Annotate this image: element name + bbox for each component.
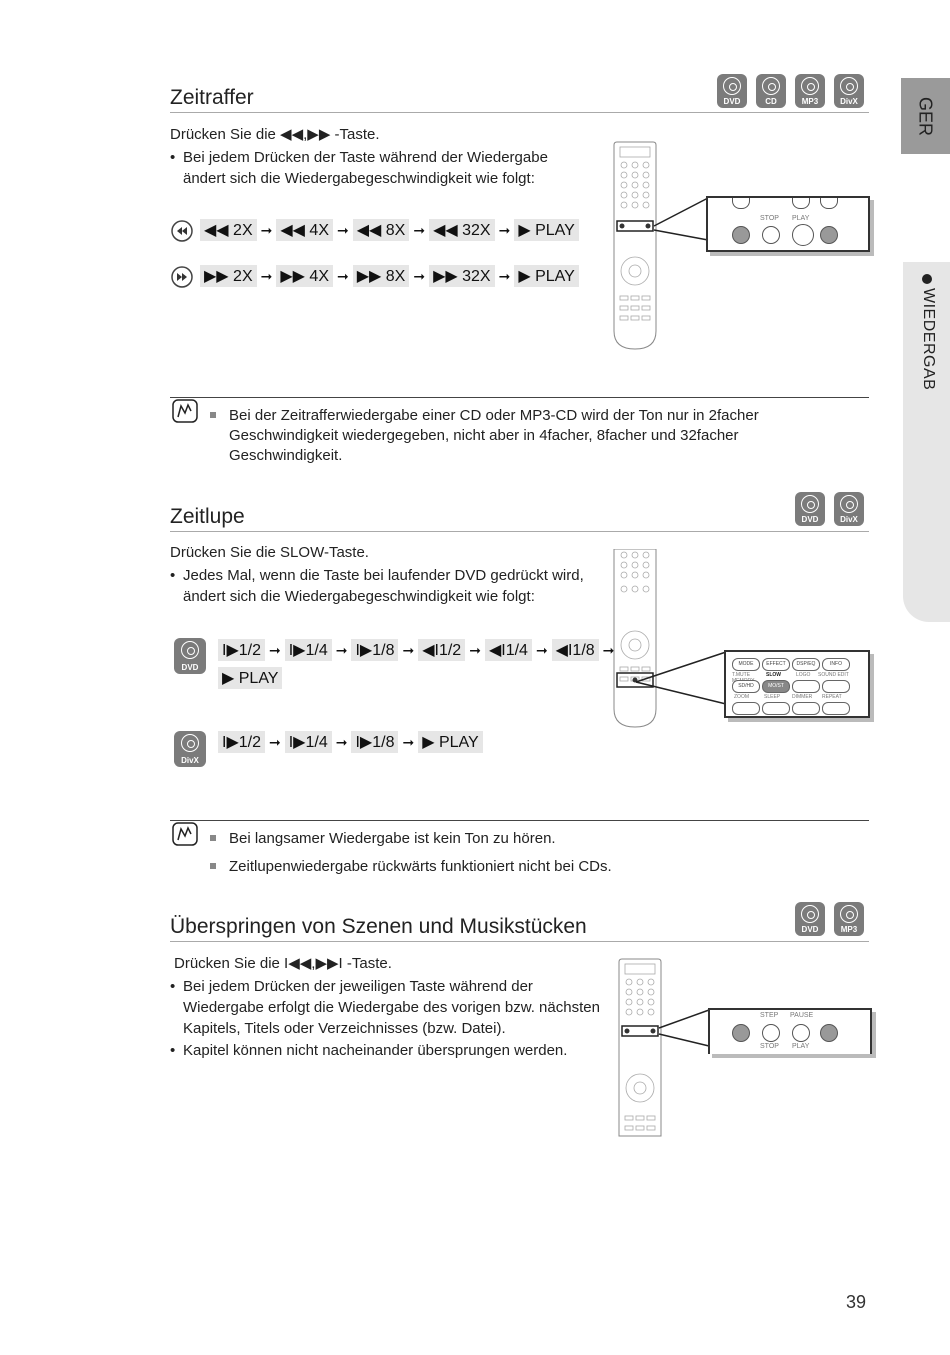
slow-step: ▶ PLAY xyxy=(418,731,482,753)
section-tab-dot xyxy=(922,274,932,284)
repeat-label: REPEAT xyxy=(822,694,842,700)
dimmer-button xyxy=(792,702,820,715)
dsp-eq-button: DSP/EQ xyxy=(792,658,820,671)
slow-step: I▶1/8 xyxy=(351,639,398,661)
ff-step: ▶▶ 8X xyxy=(353,265,410,287)
rew-step: ◀◀ 8X xyxy=(353,219,410,241)
rew-step: ◀◀ 32X xyxy=(429,219,495,241)
ueberspringen-bullet-1: • Bei jedem Drücken der jeweiligen Taste während der Wiedergabe erfolgt die Wiedergabe des vorigen bzw. nächsten Kapitels, Titels oder Verzeichnisses (bzw. Datei). xyxy=(170,978,600,1037)
ueberspringen-title: Überspringen von Szenen und Musikstücken xyxy=(170,915,587,938)
skip-back-button xyxy=(732,1024,750,1042)
dvd-disc-icon: DVD xyxy=(795,902,825,936)
slow-step: ▶ PLAY xyxy=(218,667,282,689)
slow-button: MO/ST xyxy=(762,680,790,693)
note-icon xyxy=(172,822,200,848)
zeitraffer-rule xyxy=(170,112,869,113)
zoom-panel-scan xyxy=(706,196,870,252)
zeitlupe-note-2: Zeitlupenwiedergabe rückwärts funktioniert nicht bei CDs. xyxy=(210,857,820,877)
logo-button xyxy=(792,680,820,693)
info-button: INFO xyxy=(822,658,850,671)
rew-step: ◀◀ 4X xyxy=(276,219,333,241)
ff-speed-sequence: ▶▶ 2X ➞ ▶▶ 4X ➞ ▶▶ 8X ➞ ▶▶ 32X ➞ ▶ PLAY xyxy=(200,265,579,287)
sleep-button xyxy=(762,702,790,715)
ff-step: ▶▶ 32X xyxy=(429,265,495,287)
skip-forward-button xyxy=(820,1024,838,1042)
pause-label: PAUSE xyxy=(790,1012,814,1019)
zeitlupe-rule xyxy=(170,531,869,532)
divx-disc-icon: DivX xyxy=(174,731,206,767)
tmute-label: T.MUTE xyxy=(732,672,751,678)
step-button xyxy=(762,1024,780,1042)
dimmer-label: DIMMER xyxy=(792,694,813,700)
note-icon xyxy=(172,399,200,425)
slow-step: I▶1/4 xyxy=(285,731,332,753)
language-tab xyxy=(901,78,950,154)
slow-step: I▶1/4 xyxy=(285,639,332,661)
repeat-button xyxy=(822,702,850,715)
zeitlupe-note-1: Bei langsamer Wiedergabe ist kein Ton zu hören. xyxy=(210,829,820,849)
ueberspringen-intro: Drücken Sie die I◀◀,▶▶I -Taste. xyxy=(174,955,392,972)
rewind-button xyxy=(732,226,750,244)
zoom-panel-skip xyxy=(708,1008,872,1054)
note-rule xyxy=(170,397,869,398)
dvd-slow-sequence: I▶1/2 ➞ I▶1/4 ➞ I▶1/8 ➞ ◀I1/2 ➞ ◀I1/4 ➞ ◀I1/8 ➞ xyxy=(218,639,616,661)
rewind-button-icon xyxy=(170,219,194,245)
zeitlupe-title: Zeitlupe xyxy=(170,505,245,528)
rewind-speed-sequence: ◀◀ 2X ➞ ◀◀ 4X ➞ ◀◀ 8X ➞ ◀◀ 32X ➞ ▶ PLAY xyxy=(200,219,579,241)
remote-control-illustration xyxy=(612,141,658,351)
zeitraffer-title: Zeitraffer xyxy=(170,86,254,109)
stop-label: STOP xyxy=(760,215,779,222)
cd-disc-icon: CD xyxy=(756,74,786,108)
zoom-label: ZOOM xyxy=(734,694,749,700)
sound-edit-button xyxy=(822,680,850,693)
mp3-disc-icon: MP3 xyxy=(795,74,825,108)
zeitraffer-bullet: • Bei jedem Drücken der Taste während der Wiedergabe ändert sich die Wiedergabegeschwindigkeit wie folgt: xyxy=(170,149,548,187)
stop-label: STOP xyxy=(760,1043,779,1050)
zeitraffer-note: Bei der Zeitrafferwiedergabe einer CD oder MP3-CD wird der Ton nur in 2facher Geschwindigkeit wiedergegeben, nicht aber in 4facher, 8facher und 32facher Geschwindigkeit. xyxy=(210,406,820,466)
mp3-disc-icon: MP3 xyxy=(834,902,864,936)
zoom-connector-line xyxy=(634,648,730,708)
slow-step: I▶1/2 xyxy=(218,731,265,753)
rew-step: ▶ PLAY xyxy=(514,219,578,241)
sleep-label: SLEEP xyxy=(764,694,781,700)
zeitraffer-intro: Drücken Sie die ◀◀,▶▶ -Taste. xyxy=(170,126,380,143)
dvd-disc-icon: DVD xyxy=(717,74,747,108)
section-tab xyxy=(903,262,950,622)
mode-button: MODE xyxy=(732,658,760,671)
prev-button xyxy=(732,198,750,209)
ueberspringen-rule xyxy=(170,941,869,942)
zoom-button xyxy=(732,702,760,715)
divx-disc-icon: DivX xyxy=(834,74,864,108)
divx-slow-sequence: I▶1/2 ➞ I▶1/4 ➞ I▶1/8 ➞ ▶ PLAY xyxy=(218,731,483,753)
sd-hd-button: SD/HD xyxy=(732,680,760,693)
dvd-slow-sequence-end xyxy=(218,667,282,689)
zoom-connector-line xyxy=(657,1006,713,1056)
fast-forward-button-icon xyxy=(170,265,194,291)
zoom-panel-slow xyxy=(724,650,870,718)
sound-edit-label: SOUND EDIT xyxy=(818,672,849,678)
slow-step: ◀I1/2 xyxy=(418,639,465,661)
ueberspringen-bullet-2: • Kapitel können nicht nacheinander übersprungen werden. xyxy=(170,1042,568,1059)
slow-step: ◀I1/4 xyxy=(485,639,532,661)
play-button xyxy=(792,224,814,246)
stop-button xyxy=(762,226,780,244)
language-tab-label: GER xyxy=(915,96,936,136)
effect-button: EFFECT xyxy=(762,658,790,671)
page-number: 39 xyxy=(846,1292,867,1312)
fast-forward-button xyxy=(820,226,838,244)
dvd-disc-icon: DVD xyxy=(795,492,825,526)
next-button xyxy=(820,198,838,209)
note-rule xyxy=(170,820,869,821)
slow-label: SLOW xyxy=(766,672,781,678)
rew-step: ◀◀ 2X xyxy=(200,219,257,241)
dvd-disc-icon: DVD xyxy=(174,638,206,674)
slow-step: I▶1/2 xyxy=(218,639,265,661)
play-label: PLAY xyxy=(792,1043,810,1050)
divx-disc-icon: DivX xyxy=(834,492,864,526)
zoom-connector-line xyxy=(652,184,712,244)
zeitlupe-bullet: • Jedes Mal, wenn die Taste bei laufender DVD gedrückt wird, ändert sich die Wiedergabegeschwindigkeit wie folgt: xyxy=(170,567,584,605)
pause-button xyxy=(792,198,810,209)
pause-button xyxy=(792,1024,810,1042)
zeitlupe-intro: Drücken Sie die SLOW-Taste. xyxy=(170,544,369,561)
play-label: PLAY xyxy=(792,215,810,222)
slow-step: ◀I1/8 xyxy=(552,639,599,661)
ff-step: ▶ PLAY xyxy=(514,265,578,287)
section-tab-label: WIEDERGAB xyxy=(920,288,937,391)
ff-step: ▶▶ 4X xyxy=(276,265,333,287)
slow-step: I▶1/8 xyxy=(351,731,398,753)
logo-label: LOGO xyxy=(796,672,811,678)
ff-step: ▶▶ 2X xyxy=(200,265,257,287)
step-label: STEP xyxy=(760,1012,779,1019)
